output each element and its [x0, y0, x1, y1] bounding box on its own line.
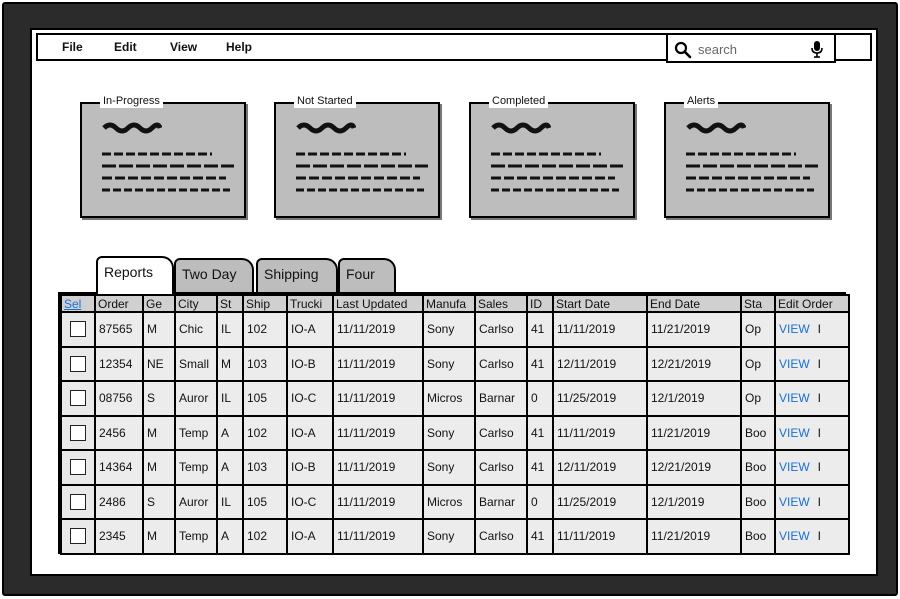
start-date-cell: 12/11/2019	[553, 450, 647, 485]
tab-two-day[interactable]: Two Day	[174, 258, 254, 292]
table-row	[61, 347, 849, 382]
id-cell: 41	[527, 450, 553, 485]
card-title: In-Progress	[100, 95, 163, 108]
trucking-cell: IO-C	[287, 381, 333, 416]
state-cell: A	[217, 519, 243, 554]
select-cell	[61, 416, 95, 451]
table-row	[61, 312, 849, 347]
end-date-cell: 12/1/2019	[647, 485, 741, 520]
placeholder-text-line	[296, 164, 428, 168]
state-cell: IL	[217, 312, 243, 347]
status-cell: Boo	[741, 485, 775, 520]
tab-reports[interactable]: Reports	[96, 256, 174, 294]
column-header-ship[interactable]: Ship	[243, 295, 287, 312]
id-cell: 41	[527, 519, 553, 554]
column-header-edit-order[interactable]: Edit Order	[775, 295, 849, 312]
manufacturer-cell: Sony	[423, 519, 475, 554]
edit-order-cell	[775, 450, 849, 485]
state-cell: M	[217, 347, 243, 382]
sales-cell: Barnar	[475, 381, 527, 416]
row-checkbox[interactable]	[70, 390, 86, 406]
column-header-trucking[interactable]: Trucki	[287, 295, 333, 312]
order-cell: 12354	[95, 347, 143, 382]
edit-separator: I	[817, 391, 822, 406]
sales-cell: Carlso	[475, 519, 527, 554]
view-link[interactable]: VIEW	[779, 391, 810, 406]
order-cell: 08756	[95, 381, 143, 416]
end-date-cell: 11/21/2019	[647, 312, 741, 347]
placeholder-scribble	[491, 122, 551, 134]
tab-shipping[interactable]: Shipping	[256, 258, 338, 292]
order-cell: 2486	[95, 485, 143, 520]
column-header-st[interactable]: St	[217, 295, 243, 312]
sales-cell: Barnar	[475, 485, 527, 520]
row-checkbox[interactable]	[70, 321, 86, 337]
edit-separator: I	[817, 356, 822, 371]
ship-cell: 103	[243, 450, 287, 485]
column-header-sel[interactable]: Sel	[61, 295, 95, 312]
manufacturer-cell: Sony	[423, 347, 475, 382]
edit-order-cell	[775, 485, 849, 520]
state-cell: A	[217, 416, 243, 451]
edit-separator: I	[817, 494, 822, 509]
start-date-cell: 11/25/2019	[553, 485, 647, 520]
manufacturer-cell: Sony	[423, 450, 475, 485]
view-link[interactable]: VIEW	[779, 460, 810, 475]
table-row	[61, 519, 849, 554]
view-link[interactable]: VIEW	[779, 529, 810, 544]
city-cell: Chic	[175, 312, 217, 347]
status-cell: Boo	[741, 450, 775, 485]
start-date-cell: 11/11/2019	[553, 312, 647, 347]
placeholder-scribble	[686, 122, 746, 134]
status-cell: Op	[741, 381, 775, 416]
app-window	[30, 28, 878, 576]
start-date-cell: 11/11/2019	[553, 519, 647, 554]
search-icon[interactable]	[674, 41, 692, 59]
view-link[interactable]: VIEW	[779, 356, 810, 371]
ge-cell: S	[143, 381, 175, 416]
placeholder-scribble	[102, 122, 162, 134]
view-link[interactable]: VIEW	[779, 322, 810, 337]
card-title: Completed	[489, 95, 548, 108]
trucking-cell: IO-A	[287, 416, 333, 451]
view-link[interactable]: VIEW	[779, 425, 810, 440]
order-cell: 14364	[95, 450, 143, 485]
tab-four[interactable]: Four	[338, 258, 396, 292]
city-cell: Temp	[175, 519, 217, 554]
city-cell: Auror	[175, 381, 217, 416]
start-date-cell: 11/25/2019	[553, 381, 647, 416]
order-cell: 2345	[95, 519, 143, 554]
placeholder-text-line	[102, 176, 226, 180]
search-box[interactable]	[666, 33, 836, 63]
placeholder-text-line	[686, 164, 818, 168]
city-cell: Small	[175, 347, 217, 382]
trucking-cell: IO-B	[287, 347, 333, 382]
view-link[interactable]: VIEW	[779, 494, 810, 509]
state-cell: IL	[217, 485, 243, 520]
status-card-completed[interactable]	[469, 95, 635, 218]
edit-separator: I	[817, 322, 822, 337]
placeholder-text-line	[686, 176, 810, 180]
ge-cell: M	[143, 312, 175, 347]
end-date-cell: 11/21/2019	[647, 416, 741, 451]
id-cell: 41	[527, 312, 553, 347]
start-date-cell: 12/11/2019	[553, 347, 647, 382]
column-header-sales[interactable]: Sales	[475, 295, 527, 312]
ship-cell: 102	[243, 519, 287, 554]
trucking-cell: IO-C	[287, 485, 333, 520]
id-cell: 41	[527, 416, 553, 451]
edit-order-cell	[775, 381, 849, 416]
end-date-cell: 12/21/2019	[647, 450, 741, 485]
manufacturer-cell: Sony	[423, 416, 475, 451]
menu-edit[interactable]: Edit	[114, 40, 137, 54]
menu-file[interactable]: File	[62, 40, 83, 54]
select-cell	[61, 450, 95, 485]
row-checkbox[interactable]	[70, 528, 86, 544]
microphone-icon[interactable]	[810, 40, 824, 58]
city-cell: Auror	[175, 485, 217, 520]
column-header-id[interactable]: ID	[527, 295, 553, 312]
city-cell: Temp	[175, 416, 217, 451]
last-updated-cell: 11/11/2019	[333, 347, 423, 382]
ge-cell: M	[143, 450, 175, 485]
edit-order-cell	[775, 416, 849, 451]
select-cell	[61, 485, 95, 520]
edit-separator: I	[817, 529, 822, 544]
placeholder-text-line	[296, 176, 420, 180]
column-header-city[interactable]: City	[175, 295, 217, 312]
column-header-start-date[interactable]: Start Date	[553, 295, 647, 312]
order-cell: 2456	[95, 416, 143, 451]
select-cell	[61, 381, 95, 416]
table-header-row	[61, 295, 849, 312]
ship-cell: 102	[243, 416, 287, 451]
edit-order-cell	[775, 347, 849, 382]
ship-cell: 105	[243, 485, 287, 520]
table-row	[61, 381, 849, 416]
sales-cell: Carlso	[475, 416, 527, 451]
sales-cell: Carlso	[475, 312, 527, 347]
status-cell: Boo	[741, 519, 775, 554]
column-header-ge[interactable]: Ge	[143, 295, 175, 312]
search-input[interactable]	[698, 40, 803, 58]
last-updated-cell: 11/11/2019	[333, 416, 423, 451]
ge-cell: M	[143, 416, 175, 451]
city-cell: Temp	[175, 450, 217, 485]
status-card-not-started[interactable]	[274, 95, 440, 218]
edit-separator: I	[817, 425, 822, 440]
column-header-end-date[interactable]: End Date	[647, 295, 741, 312]
orders-table	[58, 292, 846, 554]
placeholder-text-line	[686, 188, 814, 192]
edit-order-cell	[775, 519, 849, 554]
menu-bar	[36, 33, 872, 61]
table-row	[61, 485, 849, 520]
row-checkbox[interactable]	[70, 459, 86, 475]
last-updated-cell: 11/11/2019	[333, 381, 423, 416]
column-header-manufacturer[interactable]: Manufa	[423, 295, 475, 312]
column-header-status[interactable]: Sta	[741, 295, 775, 312]
status-card-alerts[interactable]	[664, 95, 830, 218]
manufacturer-cell: Micros	[423, 485, 475, 520]
edit-separator: I	[817, 460, 822, 475]
ship-cell: 103	[243, 347, 287, 382]
menu-help[interactable]: Help	[226, 40, 253, 54]
id-cell: 41	[527, 347, 553, 382]
card-title: Not Started	[294, 95, 356, 108]
placeholder-text-line	[102, 152, 212, 156]
end-date-cell: 12/1/2019	[647, 381, 741, 416]
ge-cell: M	[143, 519, 175, 554]
last-updated-cell: 11/11/2019	[333, 450, 423, 485]
placeholder-text-line	[491, 176, 615, 180]
ship-cell: 105	[243, 381, 287, 416]
end-date-cell: 12/21/2019	[647, 347, 741, 382]
menu-view[interactable]: View	[170, 40, 198, 54]
trucking-cell: IO-B	[287, 450, 333, 485]
row-checkbox[interactable]	[70, 494, 86, 510]
table-row	[61, 450, 849, 485]
sales-cell: Carlso	[475, 450, 527, 485]
manufacturer-cell: Sony	[423, 312, 475, 347]
last-updated-cell: 11/11/2019	[333, 312, 423, 347]
row-checkbox[interactable]	[70, 425, 86, 441]
edit-order-cell	[775, 312, 849, 347]
select-cell	[61, 347, 95, 382]
row-checkbox[interactable]	[70, 356, 86, 372]
status-cell: Op	[741, 347, 775, 382]
start-date-cell: 11/11/2019	[553, 416, 647, 451]
placeholder-text-line	[491, 152, 601, 156]
placeholder-text-line	[296, 152, 406, 156]
placeholder-text-line	[102, 164, 234, 168]
placeholder-text-line	[491, 164, 623, 168]
state-cell: A	[217, 450, 243, 485]
ge-cell: S	[143, 485, 175, 520]
column-header-order[interactable]: Order	[95, 295, 143, 312]
placeholder-text-line	[296, 188, 424, 192]
card-title: Alerts	[684, 95, 718, 108]
placeholder-scribble	[296, 122, 356, 134]
id-cell: 0	[527, 485, 553, 520]
trucking-cell: IO-A	[287, 519, 333, 554]
status-cell: Boo	[741, 416, 775, 451]
placeholder-text-line	[491, 188, 619, 192]
sales-cell: Carlso	[475, 347, 527, 382]
table-row	[61, 416, 849, 451]
end-date-cell: 11/21/2019	[647, 519, 741, 554]
status-card-in-progress[interactable]	[80, 95, 246, 218]
placeholder-text-line	[102, 188, 230, 192]
ship-cell: 102	[243, 312, 287, 347]
select-cell	[61, 312, 95, 347]
ge-cell: NE	[143, 347, 175, 382]
status-cell: Op	[741, 312, 775, 347]
column-header-last-updated[interactable]: Last Updated	[333, 295, 423, 312]
select-cell	[61, 519, 95, 554]
placeholder-text-line	[686, 152, 796, 156]
last-updated-cell: 11/11/2019	[333, 485, 423, 520]
device-frame	[2, 2, 898, 596]
order-cell: 87565	[95, 312, 143, 347]
id-cell: 0	[527, 381, 553, 416]
state-cell: IL	[217, 381, 243, 416]
manufacturer-cell: Micros	[423, 381, 475, 416]
last-updated-cell: 11/11/2019	[333, 519, 423, 554]
trucking-cell: IO-A	[287, 312, 333, 347]
